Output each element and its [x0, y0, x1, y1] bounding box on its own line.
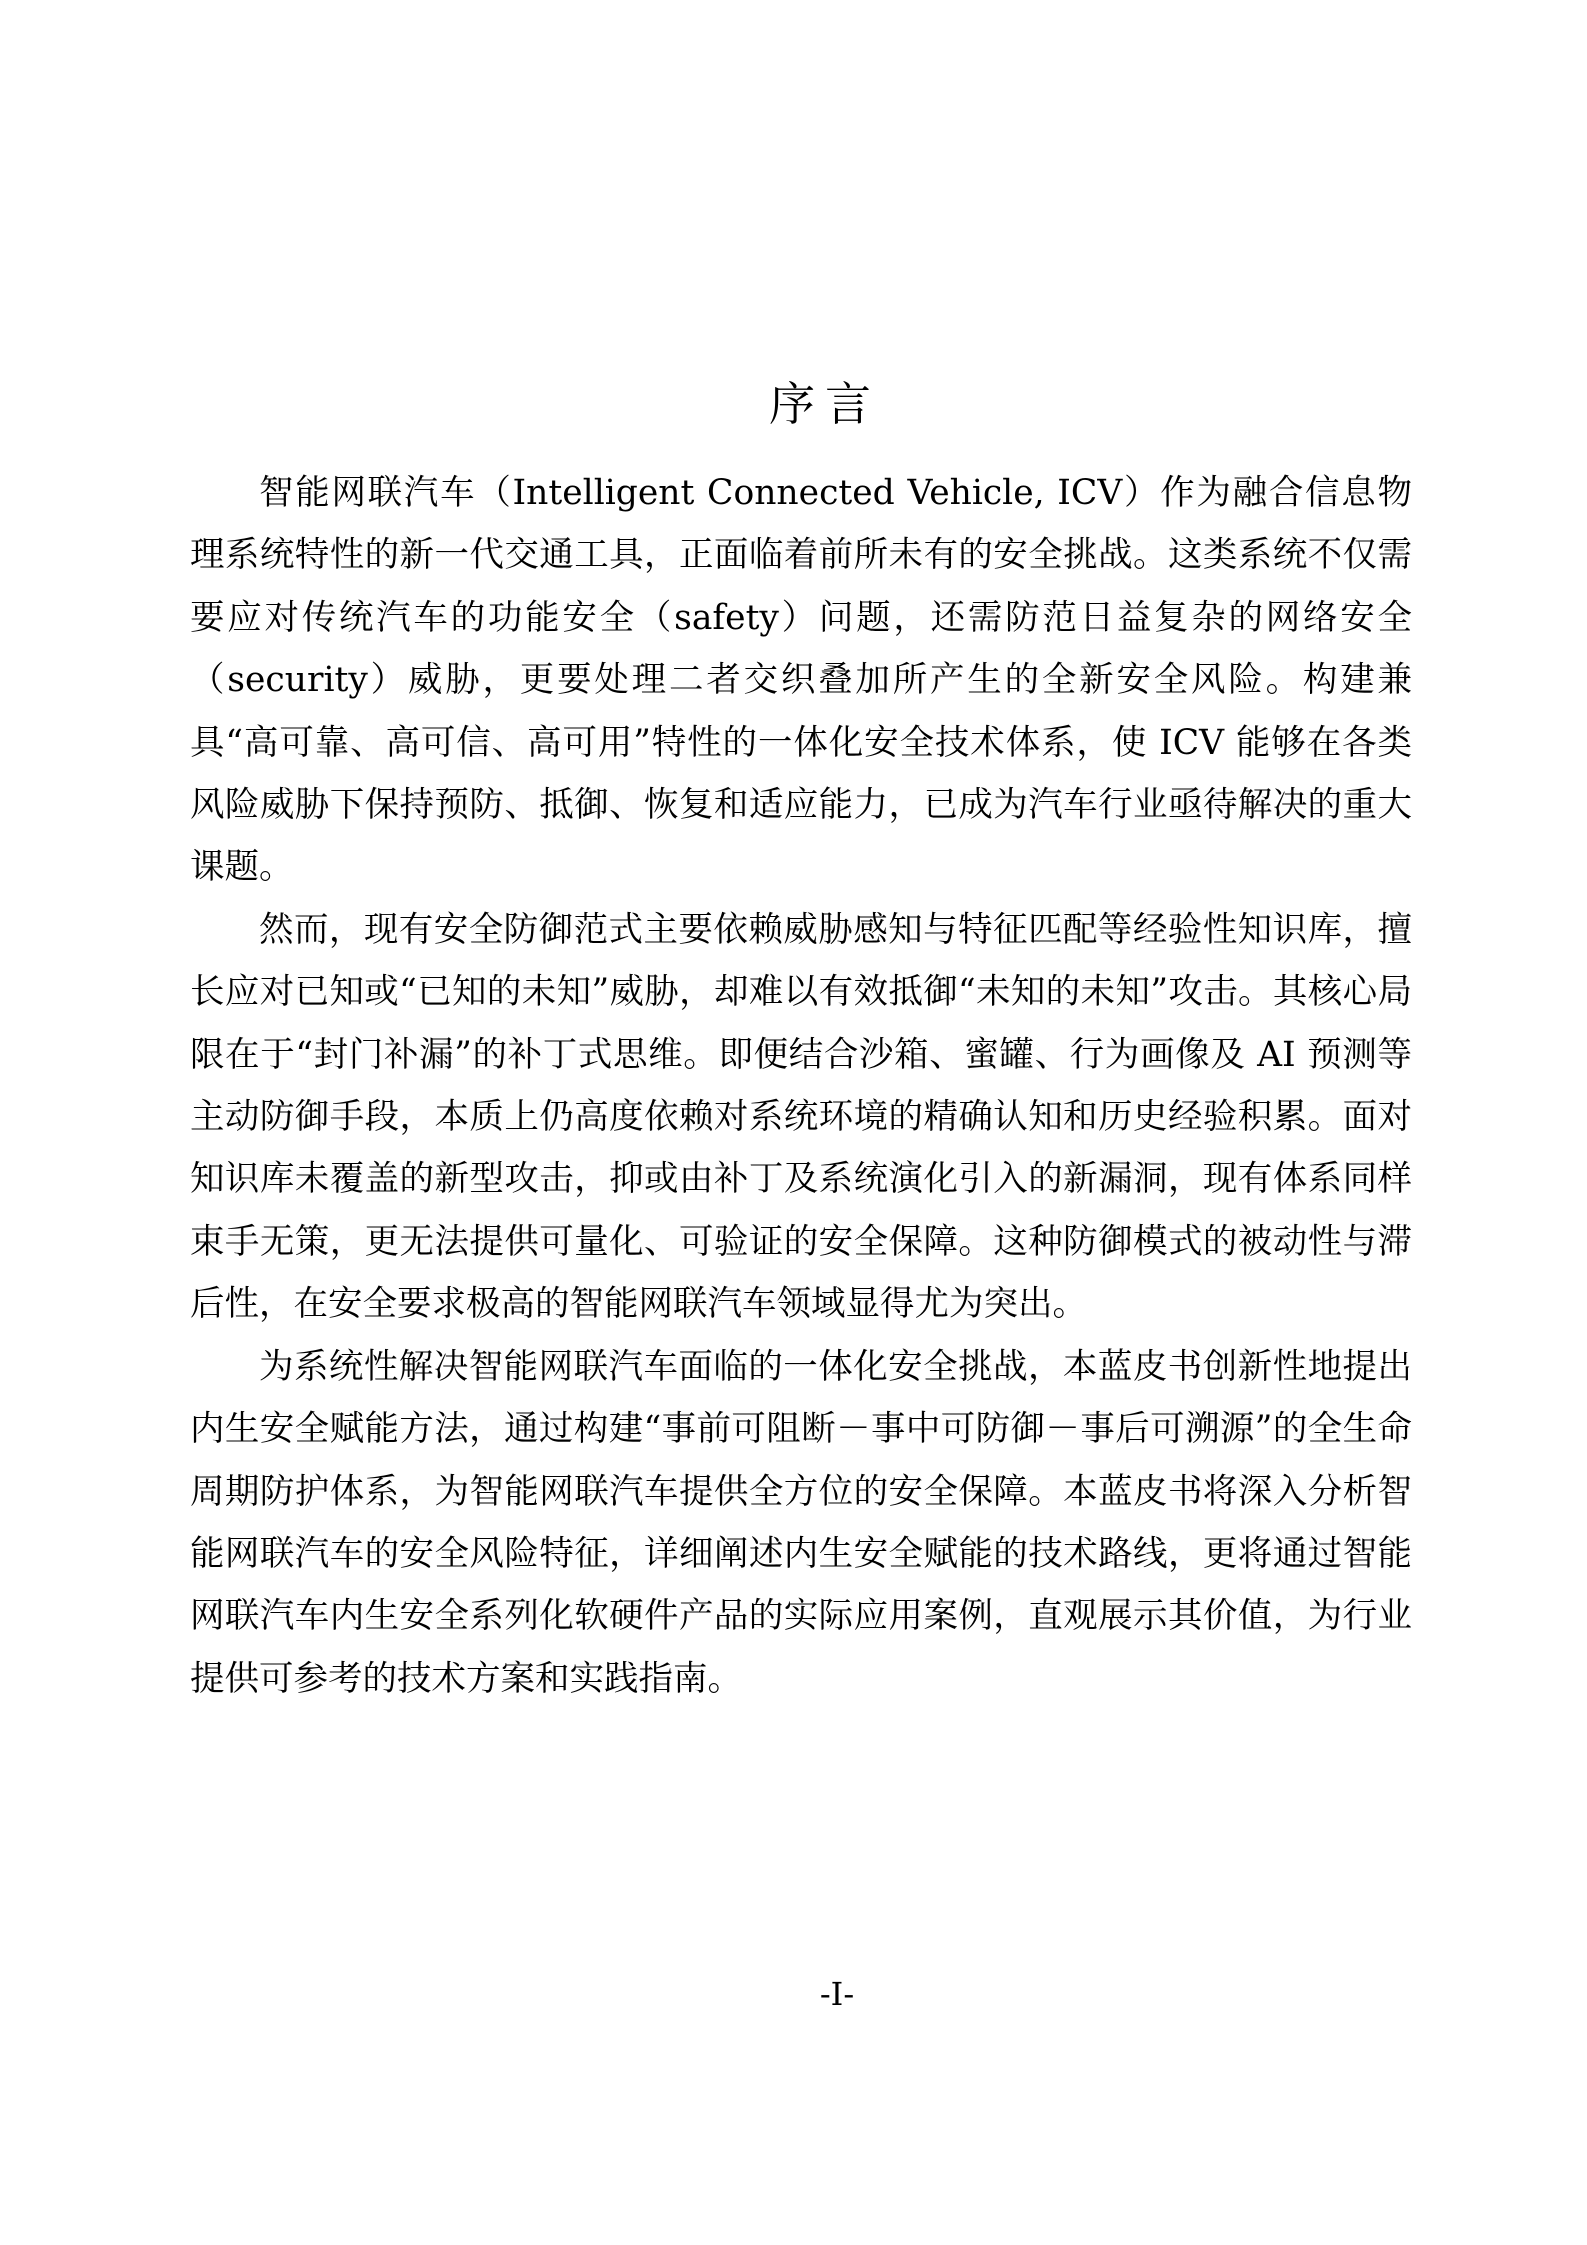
page-title: 序言 [769, 377, 881, 431]
paragraph-3: 为系统性解决智能网联汽车面临的一体化安全挑战，本蓝皮书创新性地提出内生安全赋能方法，通过构建“事前可阻断－事中可防御－事后可溯源”的全生命周期防护体系，为智能网联汽车提供全方位的安全保障。本蓝皮书将深入分析智能网联汽车的安全风险特征，详细阐述内生安全赋能的技术路线，更将通过智能网联汽车内生安全系列化软硬件产品的实际应用案例，直观展示其价值，为行业提供可参考的技术方案和实践指南。 [190, 1346, 1412, 1699]
paragraph-1: 智能网联汽车（Intelligent Connected Vehicle, ICV）作为融合信息物理系统特性的新一代交通工具，正面临着前所未有的安全挑战。这类系统不仅需要应对传统汽车的功能安全（safety）问题，还需防范日益复杂的网络安全（security）威胁，更要处理二者交织叠加所产生的全新安全风险。构建兼具“高可靠、高可信、高可用”特性的一体化安全技术体系，使 ICV 能够在各类风险威胁下保持预防、抵御、恢复和适应能力，已成为汽车行业亟待解决的重大课题。 [190, 473, 1412, 888]
paragraph-2: 然而，现有安全防御范式主要依赖威胁感知与特征匹配等经验性知识库，擅长应对已知或“已知的未知”威胁，却难以有效抵御“未知的未知”攻击。其核心局限在于“封门补漏”的补丁式思维。即便结合沙箱、蜜罐、行为画像及 AI 预测等主动防御手段，本质上仍高度依赖对系统环境的精确认知和历史经验积累。面对知识库未覆盖的新型攻击，抑或由补丁及系统演化引入的新漏洞，现有体系同样束手无策，更无法提供可量化、可验证的安全保障。这种防御模式的被动性与滞后性，在安全要求极高的智能网联汽车领域显得尤为突出。 [190, 909, 1412, 1325]
page-number: -I- [819, 1975, 855, 2013]
body-text [190, 462, 1412, 1710]
